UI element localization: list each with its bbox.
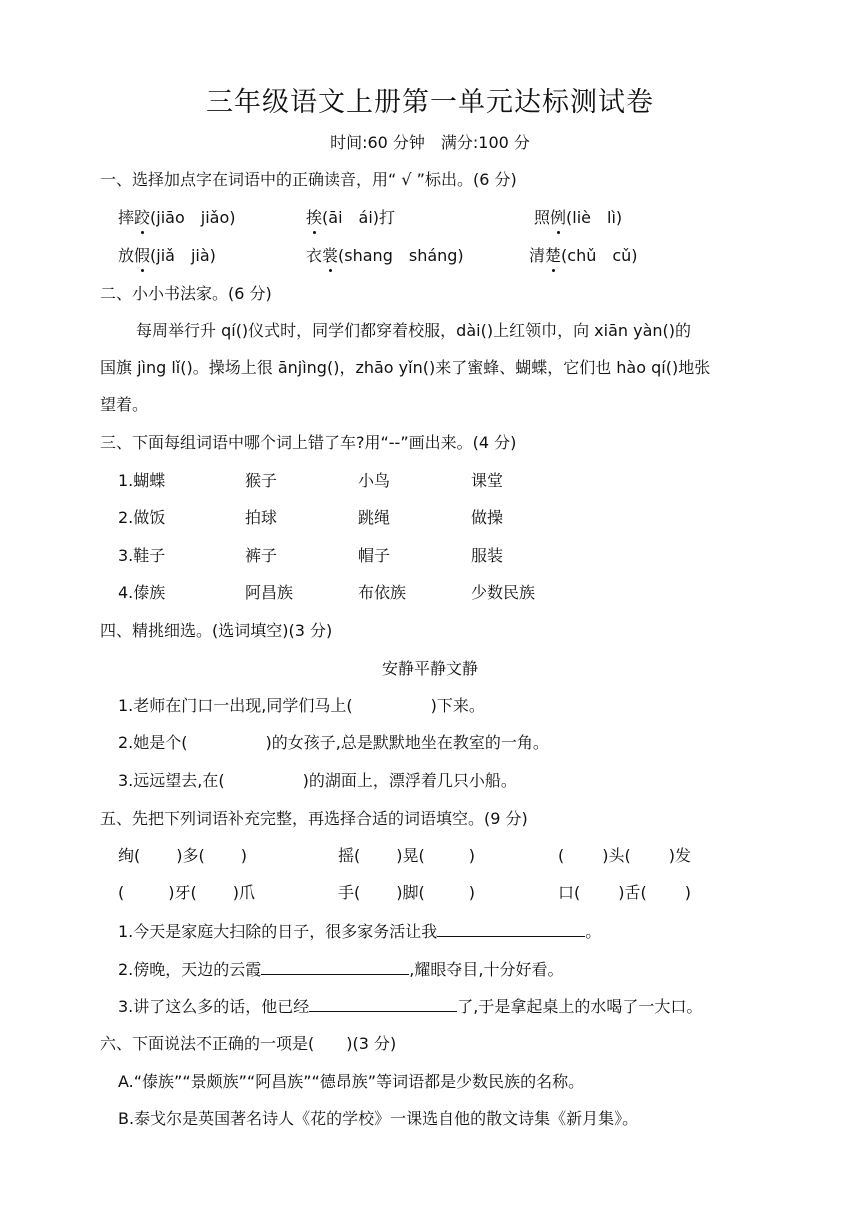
pinyin-item: 照例(liè lì)	[534, 208, 623, 227]
fill-question: 3.讲了这么多的话，他已经 了,于是拿起桌上的水喝了一大口。	[118, 997, 703, 1016]
paragraph-line: 望着。	[100, 395, 149, 414]
word-cell: 课堂	[471, 471, 504, 490]
section-5-heading: 五、先把下列词语补充完整，再选择合适的词语填空。(9 分)	[100, 809, 528, 828]
paragraph-line: 国旗 jìng lǐ()。操场上很 ānjìng()，zhāo yǐn()来了蜜蜂、蝴蝶，它们也 hào qí()地张	[100, 358, 711, 377]
word-cell: 3.鞋子	[118, 546, 166, 565]
word-cell: 服装	[471, 546, 504, 565]
word-cell: 帽子	[358, 546, 391, 565]
section-1-heading: 一、选择加点字在词语中的正确读音，用“ √ ”标出。(6 分)	[100, 170, 517, 189]
section-2-heading: 二、小小书法家。(6 分)	[100, 284, 272, 303]
fill-question: 1.今天是家庭大扫除的日子，很多家务活让我 。	[118, 922, 602, 941]
word-cell: 布依族	[358, 583, 407, 602]
idiom-blank: 绚( )多( )	[118, 846, 247, 865]
word-cell: 4.傣族	[118, 583, 166, 602]
word-cell: 阿昌族	[245, 583, 294, 602]
word-cell: 少数民族	[471, 583, 536, 602]
page-title: 三年级语文上册第一单元达标测试卷	[206, 87, 654, 118]
pinyin-item: 衣裳(shang sháng)	[306, 246, 464, 265]
idiom-blank: 手( )脚( )	[338, 883, 475, 902]
idiom-blank: 口( )舌( )	[558, 883, 691, 902]
word-choices: 安静平静文静	[381, 659, 478, 678]
pinyin-item: 挨(āi ái)打	[306, 208, 396, 227]
word-cell: 猴子	[245, 471, 278, 490]
idiom-blank: 摇( )晃( )	[338, 846, 475, 865]
section-6-heading: 六、下面说法不正确的一项是( )(3 分)	[100, 1034, 397, 1053]
word-cell: 1.蝴蝶	[118, 471, 166, 490]
idiom-blank: ( )头( )发	[558, 846, 691, 865]
fill-question: 3.远远望去,在( )的湖面上，漂浮着几只小船。	[118, 771, 517, 790]
word-cell: 裤子	[245, 546, 278, 565]
word-cell: 做操	[471, 508, 504, 527]
exam-info: 时间:60 分钟 满分:100 分	[330, 133, 530, 152]
section-3-heading: 三、下面每组词语中哪个词上错了车?用“--”画出来。(4 分)	[100, 433, 517, 452]
word-cell: 2.做饭	[118, 508, 166, 527]
option-a: A.“傣族”“景颇族”“阿昌族”“德昂族”等词语都是少数民族的名称。	[118, 1072, 585, 1091]
fill-question: 2.傍晚，天边的云霞 ,耀眼夺目,十分好看。	[118, 960, 564, 979]
word-cell: 跳绳	[358, 508, 391, 527]
paragraph-line: 每周举行升 qí()仪式时，同学们都穿着校服，dài()上红领巾，向 xiān yàn()的	[136, 321, 691, 340]
pinyin-item: 摔跤(jiāo jiǎo)	[118, 208, 236, 227]
option-b: B.泰戈尔是英国著名诗人《花的学校》一课选自他的散文诗集《新月集》。	[118, 1109, 639, 1128]
word-cell: 拍球	[245, 508, 278, 527]
pinyin-item: 清楚(chǔ cǔ)	[529, 246, 638, 265]
fill-question: 1.老师在门口一出现,同学们马上( )下来。	[118, 696, 485, 715]
fill-question: 2.她是个( )的女孩子,总是默默地坐在教室的一角。	[118, 733, 549, 752]
pinyin-item: 放假(jiǎ jià)	[118, 246, 216, 265]
idiom-blank: ( )牙( )爪	[118, 883, 255, 902]
word-cell: 小鸟	[358, 471, 391, 490]
section-4-heading: 四、精挑细选。(选词填空)(3 分)	[100, 621, 333, 640]
